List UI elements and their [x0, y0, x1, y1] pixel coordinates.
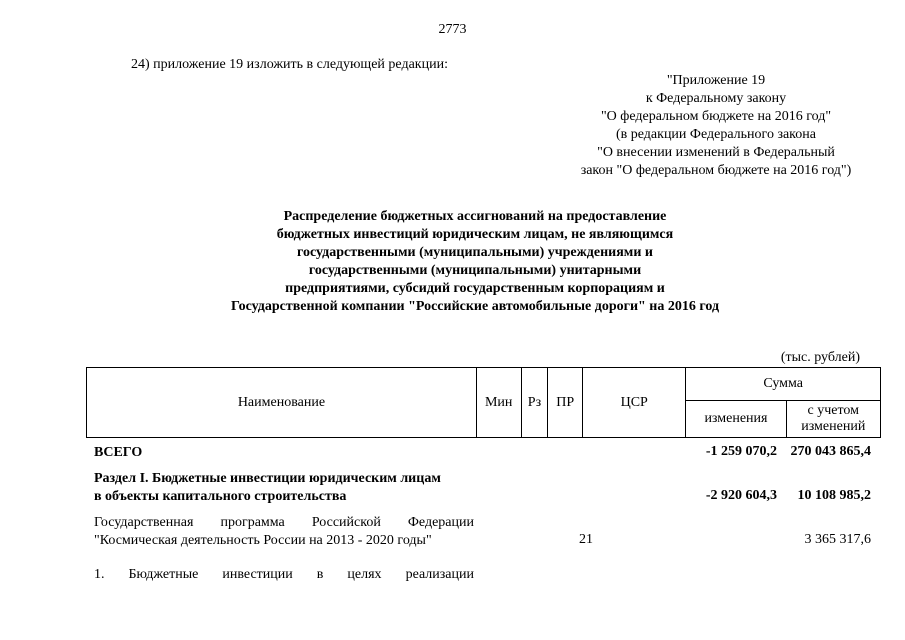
appendix-line: "О федеральном бюджете на 2016 год" — [600, 109, 832, 124]
header-sum: Сумма — [686, 368, 881, 401]
row-name: 1. Бюджетные инвестиции в целях реализации — [94, 567, 474, 582]
row-total: 3 365 317,6 — [804, 532, 871, 547]
row-name-line: в объекты капитального строительства — [94, 489, 347, 504]
appendix-line: к Федеральному закону — [645, 91, 787, 106]
row-changes: -1 259 070,2 — [705, 444, 777, 459]
row-name: ВСЕГО — [94, 445, 143, 460]
row-name-line: Государственная программа Российской Федерации — [94, 515, 474, 530]
title-line: государственными (муниципальными) учреждениями и — [297, 245, 653, 260]
appendix-line: закон "О федеральном бюджете на 2016 год") — [580, 163, 852, 178]
header-name: Наименование — [87, 368, 477, 438]
header-rz: Рз — [521, 368, 548, 438]
header-with-changes: с учетом изменений — [786, 401, 880, 438]
document-title — [180, 208, 770, 316]
row-total: 270 043 865,4 — [790, 444, 871, 459]
row-rz: 21 — [579, 532, 593, 547]
title-line: бюджетных инвестиций юридическим лицам, не являющимся — [276, 227, 674, 242]
header-csr: ЦСР — [583, 368, 686, 438]
row-total: 10 108 985,2 — [797, 488, 871, 503]
row-name — [94, 470, 474, 506]
appendix-line: (в редакции Федерального закона — [616, 127, 816, 142]
appendix-note — [566, 72, 866, 180]
header-min: Мин — [476, 368, 521, 438]
page-number: 2773 — [438, 22, 467, 37]
title-line: Распределение бюджетных ассигнований на предоставление — [283, 209, 667, 224]
header-changes: изменения — [686, 401, 786, 438]
row-name-line: Раздел I. Бюджетные инвестиции юридическим лицам — [94, 471, 441, 486]
title-line: государственными (муниципальными) унитарными — [308, 263, 642, 278]
row-name-line-2: "Космическая деятельность России на 2013 - 2020 годы" — [94, 533, 432, 548]
row-changes: -2 920 604,3 — [705, 488, 777, 503]
header-pr: ПР — [548, 368, 583, 438]
amendment-intro: 24) приложение 19 изложить в следующей редакции: — [131, 57, 448, 72]
budget-table-header — [86, 367, 881, 438]
appendix-line: "О внесении изменений в Федеральный — [597, 145, 835, 160]
units-label: (тыс. рублей) — [780, 350, 860, 365]
appendix-line: "Приложение 19 — [666, 73, 766, 88]
title-line: Государственной компании "Российские автомобильные дороги" на 2016 год — [230, 299, 720, 314]
title-line: предприятиями, субсидий государственным корпорациям и — [285, 281, 665, 296]
row-name — [94, 514, 474, 532]
